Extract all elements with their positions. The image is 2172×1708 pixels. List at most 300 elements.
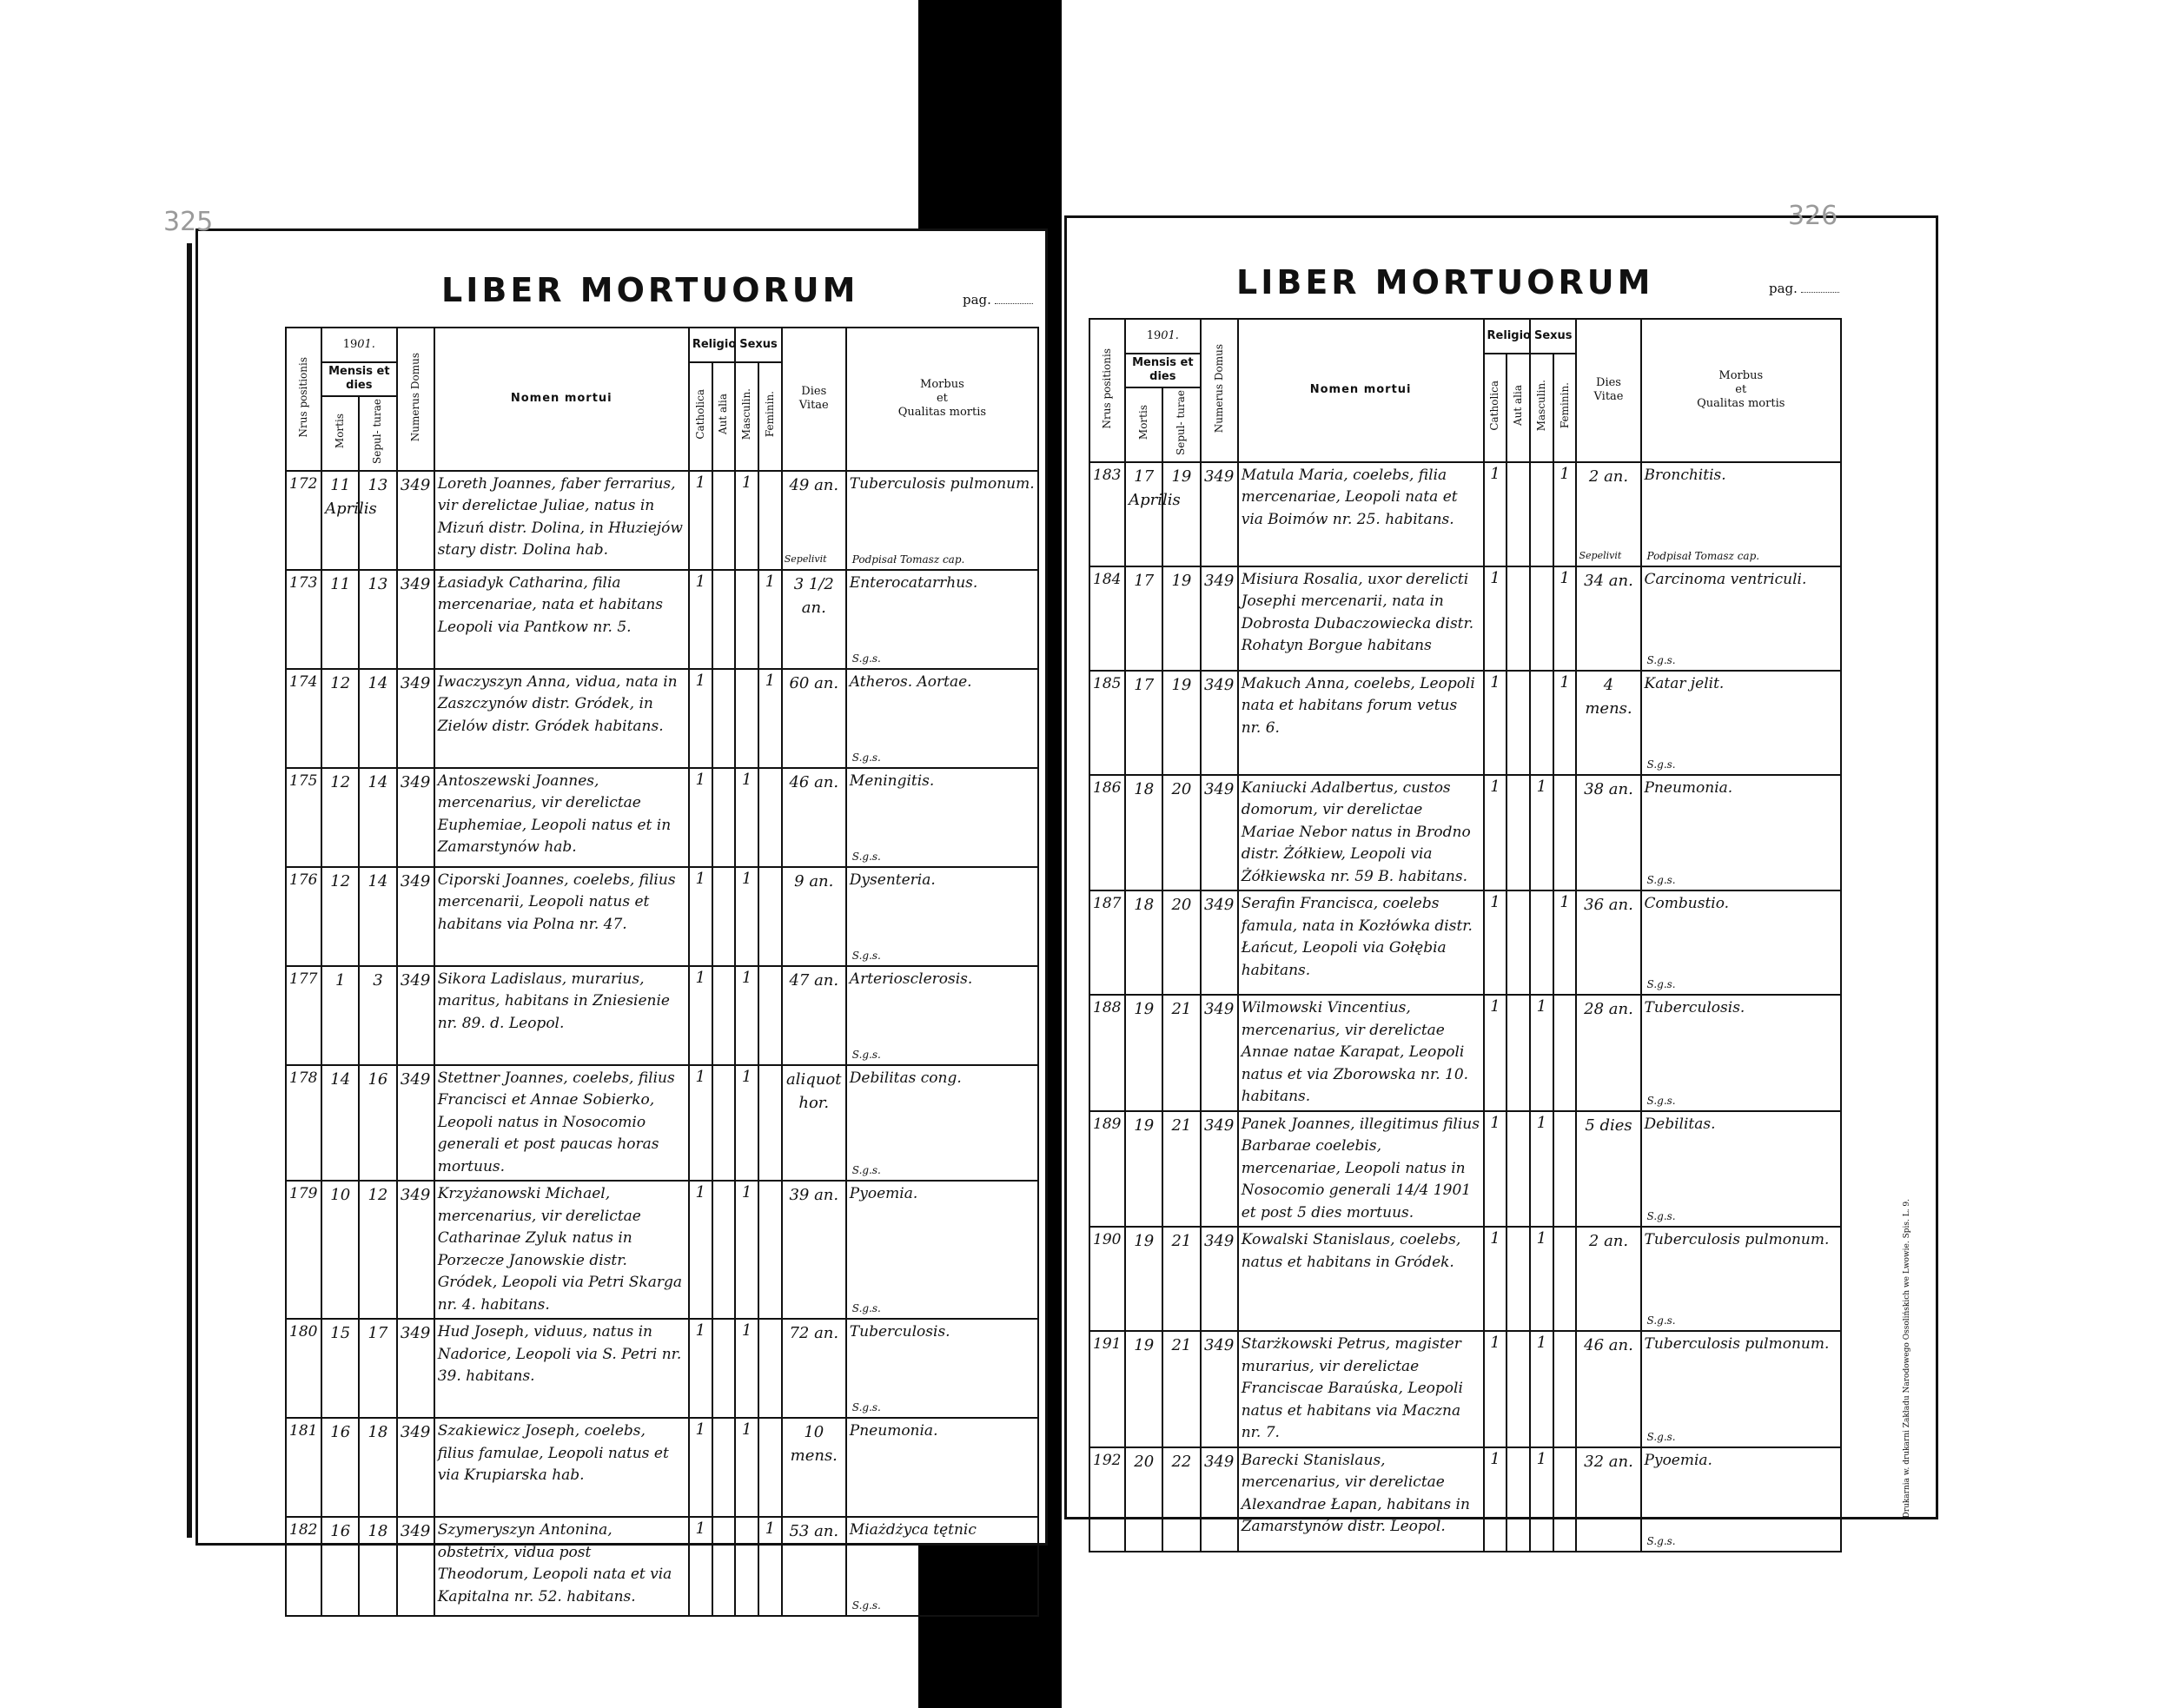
cell-sepulturae: 18 (359, 1517, 396, 1616)
cell-mortis: 19 (1125, 1111, 1162, 1228)
cell-aut-alia (712, 1418, 736, 1517)
cell-name: Ciporski Joannes, coelebs, filius mercenarii, Leopoli natus et habitans via Polna nr. 47. (434, 867, 689, 966)
cell-sepulturae: 18 (359, 1418, 396, 1517)
cell-name: Starżkowski Petrus, magister murarius, vir derelictae Franciscae Baraúska, Leopoli natus et habitans via Maczna nr. 7. (1238, 1331, 1484, 1447)
cell-nr: 172 (286, 471, 321, 570)
cell-masculin: 1 (1530, 1227, 1553, 1331)
right-page (1064, 201, 1938, 1547)
cell-sepulturae: 13 (359, 570, 396, 669)
cell-vitae: 46 an. (1576, 1331, 1640, 1447)
hdr-nomen: Nomen mortui (434, 328, 689, 471)
hdr-mortis: Mortis (334, 413, 347, 449)
signature-note: S.g.s. (851, 1048, 881, 1061)
hdr-aut-alia: Aut alia (1512, 385, 1525, 427)
cell-morbus: Debilitas cong. S.g.s. (846, 1065, 1038, 1182)
sepelivit-note: Sepelivit (1579, 550, 1622, 562)
cell-vitae: 32 an. (1576, 1447, 1640, 1552)
table-row (1089, 890, 1841, 995)
cell-masculin (1530, 462, 1553, 566)
hdr-mensis: Mensis et dies (1125, 354, 1200, 387)
signature-note: S.g.s. (851, 652, 881, 665)
cell-sepulturae: 21 (1162, 1227, 1200, 1331)
cell-catholica: 1 (689, 1418, 712, 1517)
cell-masculin: 1 (735, 471, 758, 570)
cell-catholica: 1 (1484, 1111, 1507, 1228)
cell-aut-alia (1506, 462, 1530, 566)
left-page-title: LIBER MORTUORUM (441, 271, 859, 309)
cell-nr: 179 (286, 1181, 321, 1319)
cell-sepulturae: 21 (1162, 1111, 1200, 1228)
cell-sepulturae: 3 (359, 966, 396, 1065)
cell-aut-alia (712, 1517, 736, 1616)
cell-vitae: aliquot hor. (782, 1065, 846, 1182)
signature-note: S.g.s. (1646, 1534, 1676, 1547)
cell-nr: 181 (286, 1418, 321, 1517)
cell-mortis: 19 (1125, 1331, 1162, 1447)
hdr-masculin: Masculin. (1534, 380, 1547, 432)
cell-morbus: Arteriosclerosis. S.g.s. (846, 966, 1038, 1065)
cell-mortis: 14 (321, 1065, 359, 1182)
cell-catholica: 1 (689, 471, 712, 570)
hdr-morbus: Morbus et Qualitas mortis (1641, 319, 1841, 462)
cell-aut-alia (712, 669, 736, 768)
cell-morbus: Bronchitis. Podpisał Tomasz cap. (1641, 462, 1841, 566)
cell-aut-alia (1506, 995, 1530, 1111)
cell-masculin: 1 (1530, 1331, 1553, 1447)
cell-nr: 178 (286, 1065, 321, 1182)
table-row (1089, 1111, 1841, 1228)
printer-note: Drukarnia w. drukarni Zakładu Narodowego Ossolińskich we Lwowie. Spis. L. 9. (1903, 1199, 1911, 1519)
table-row (286, 1065, 1038, 1182)
cell-vitae: 28 an. (1576, 995, 1640, 1111)
cell-domus: 349 (1201, 995, 1238, 1111)
cell-domus: 349 (397, 1181, 434, 1319)
cell-mortis: 18 (1125, 890, 1162, 995)
hdr-nomen: Nomen mortui (1238, 319, 1484, 462)
cell-mortis: 11 Aprilis (321, 471, 359, 570)
cell-masculin (735, 669, 758, 768)
cell-sepulturae: 12 (359, 1181, 396, 1319)
left-page-number: 325 (163, 207, 214, 237)
cell-feminin: 1 (1553, 566, 1577, 671)
cell-mortis: 12 (321, 867, 359, 966)
cell-aut-alia (712, 471, 736, 570)
cell-aut-alia (1506, 566, 1530, 671)
cell-vitae: 2 an. (1576, 1227, 1640, 1331)
table-row (1089, 566, 1841, 671)
hdr-catholica: Catholica (1488, 380, 1501, 431)
cell-morbus: Debilitas. S.g.s. (1641, 1111, 1841, 1228)
cell-domus: 349 (397, 1065, 434, 1182)
cell-domus: 349 (397, 966, 434, 1065)
cell-feminin (758, 966, 782, 1065)
signature-note: S.g.s. (1646, 1094, 1676, 1107)
cell-sepulturae: 21 (1162, 995, 1200, 1111)
cell-name: Wilmowski Vincentius, mercenarius, vir derelictae Annae natae Karapat, Leopoli natus et via Zborowska nr. 10. habitans. (1238, 995, 1484, 1111)
cell-domus: 349 (397, 570, 434, 669)
cell-morbus: Atheros. Aortae. S.g.s. (846, 669, 1038, 768)
signature-note: S.g.s. (1646, 1430, 1676, 1443)
right-register-body (1089, 462, 1841, 1552)
cell-name: Kaniucki Adalbertus, custos domorum, vir derelictae Mariae Nebor natus in Brodno distr. Żółkiew, Leopoli via Żółkiewska nr. 59 B. habitans. (1238, 775, 1484, 891)
cell-masculin: 1 (735, 768, 758, 867)
cell-name: Serafin Francisca, coelebs famula, nata in Kozłówka distr. Łańcut, Leopoli via Gołębia habitans. (1238, 890, 1484, 995)
hdr-nrus: Nrus positionis (297, 356, 310, 437)
table-row (286, 1418, 1038, 1517)
cell-mortis: 16 (321, 1418, 359, 1517)
cell-aut-alia (712, 966, 736, 1065)
cell-feminin (1553, 1447, 1577, 1552)
table-row (1089, 1331, 1841, 1447)
table-row (286, 1319, 1038, 1418)
cell-masculin: 1 (735, 1181, 758, 1319)
hdr-year: 1901. (321, 328, 396, 362)
cell-masculin (1530, 671, 1553, 775)
cell-aut-alia (1506, 1331, 1530, 1447)
cell-aut-alia (712, 570, 736, 669)
signature-note: S.g.s. (1646, 874, 1676, 887)
cell-vitae: 5 dies (1576, 1111, 1640, 1228)
cell-mortis: 1 (321, 966, 359, 1065)
cell-vitae: 60 an. (782, 669, 846, 768)
hdr-sexus: Sexus (1530, 319, 1576, 354)
table-row (286, 1517, 1038, 1616)
cell-catholica: 1 (689, 1517, 712, 1616)
cell-domus: 349 (1201, 1447, 1238, 1552)
cell-vitae: 39 an. (782, 1181, 846, 1319)
cell-morbus: Pyoemia. S.g.s. (846, 1181, 1038, 1319)
cell-feminin (758, 1065, 782, 1182)
cell-feminin (758, 867, 782, 966)
table-row (286, 768, 1038, 867)
hdr-feminin: Feminin. (763, 391, 776, 438)
cell-catholica: 1 (1484, 671, 1507, 775)
signature-note: S.g.s. (1646, 1314, 1676, 1327)
right-pag-label: pag. (1769, 281, 1839, 296)
cell-masculin: 1 (735, 1065, 758, 1182)
cell-morbus: Katar jelit. S.g.s. (1641, 671, 1841, 775)
cell-aut-alia (1506, 1447, 1530, 1552)
cell-mortis: 10 (321, 1181, 359, 1319)
signature-note: S.g.s. (851, 1599, 881, 1612)
cell-name: Stettner Joannes, coelebs, filius Francisci et Annae Sobierko, Leopoli natus in Nosocomio generali et post paucas horas mortuus. (434, 1065, 689, 1182)
hdr-mortis: Mortis (1137, 404, 1150, 440)
hdr-religio: Religio (689, 328, 735, 362)
cell-aut-alia (712, 867, 736, 966)
cell-nr: 184 (1089, 566, 1125, 671)
cell-vitae: 49 an. Sepelivit (782, 471, 846, 570)
cell-nr: 186 (1089, 775, 1125, 891)
hdr-domus: Numerus Domus (408, 352, 421, 441)
hdr-sepulturae: Sepul- turae (371, 398, 384, 464)
cell-nr: 189 (1089, 1111, 1125, 1228)
cell-catholica: 1 (689, 570, 712, 669)
cell-domus: 349 (397, 1319, 434, 1418)
cell-nr: 177 (286, 966, 321, 1065)
cell-aut-alia (712, 1065, 736, 1182)
cell-morbus: Pyoemia. S.g.s. (1641, 1447, 1841, 1552)
cell-sepulturae: 13 (359, 471, 396, 570)
table-row (1089, 1447, 1841, 1552)
cell-nr: 173 (286, 570, 321, 669)
cell-sepulturae: 14 (359, 768, 396, 867)
cell-domus: 349 (397, 1418, 434, 1517)
cell-masculin (1530, 890, 1553, 995)
cell-nr: 182 (286, 1517, 321, 1616)
hdr-catholica: Catholica (693, 388, 706, 440)
cell-masculin: 1 (735, 1319, 758, 1418)
cell-morbus: Pneumonia. S.g.s. (1641, 775, 1841, 891)
cell-nr: 180 (286, 1319, 321, 1418)
cell-name: Szymeryszyn Antonina, obstetrix, vidua post Theodorum, Leopoli nata et via Kapitalna nr. 52. habitans. (434, 1517, 689, 1616)
right-register-table (1089, 318, 1842, 1552)
cell-morbus: Combustio. S.g.s. (1641, 890, 1841, 995)
cell-vitae: 9 an. (782, 867, 846, 966)
hdr-religio: Religio (1484, 319, 1530, 354)
signature-note: S.g.s. (1646, 1210, 1676, 1223)
cell-masculin (1530, 566, 1553, 671)
signature-note: S.g.s. (851, 1401, 881, 1414)
cell-sepulturae: 19 (1162, 671, 1200, 775)
cell-feminin (1553, 1227, 1577, 1331)
cell-vitae: 10 mens. (782, 1418, 846, 1517)
cell-domus: 349 (397, 768, 434, 867)
cell-vitae: 72 an. (782, 1319, 846, 1418)
cell-mortis: 18 (1125, 775, 1162, 891)
cell-feminin: 1 (1553, 890, 1577, 995)
left-register-table (285, 327, 1039, 1617)
cell-aut-alia (712, 768, 736, 867)
cell-nr: 188 (1089, 995, 1125, 1111)
cell-masculin: 1 (1530, 1447, 1553, 1552)
cell-domus: 349 (397, 867, 434, 966)
cell-catholica: 1 (1484, 890, 1507, 995)
table-row (286, 867, 1038, 966)
cell-feminin (1553, 995, 1577, 1111)
cell-domus: 349 (397, 471, 434, 570)
signature-note: S.g.s. (1646, 978, 1676, 991)
cell-sepulturae: 21 (1162, 1331, 1200, 1447)
cell-morbus: Dysenteria. S.g.s. (846, 867, 1038, 966)
cell-catholica: 1 (689, 1065, 712, 1182)
cell-name: Krzyżanowski Michael, mercenarius, vir derelictae Catharinae Zyluk natus in Porzecze Janowskie distr. Gródek, Leopoli via Petri Skarga nr. 4. habitans. (434, 1181, 689, 1319)
cell-catholica: 1 (1484, 566, 1507, 671)
cell-catholica: 1 (1484, 1227, 1507, 1331)
cell-feminin: 1 (1553, 462, 1577, 566)
cell-morbus: Meningitis. S.g.s. (846, 768, 1038, 867)
signature-note: Podpisał Tomasz cap. (851, 553, 965, 566)
right-page-number: 326 (1788, 201, 1838, 231)
table-row (286, 570, 1038, 669)
cell-aut-alia (1506, 671, 1530, 775)
cell-masculin: 1 (1530, 1111, 1553, 1228)
signature-note: S.g.s. (851, 1302, 881, 1315)
cell-morbus: Tuberculosis. S.g.s. (1641, 995, 1841, 1111)
cell-masculin: 1 (735, 867, 758, 966)
cell-masculin (735, 1517, 758, 1616)
cell-aut-alia (712, 1319, 736, 1418)
cell-mortis: 17 Aprilis (1125, 462, 1162, 566)
hdr-sepulturae: Sepul- turae (1175, 389, 1188, 455)
cell-masculin: 1 (1530, 775, 1553, 891)
cell-nr: 185 (1089, 671, 1125, 775)
cell-morbus: Enterocatarrhus. S.g.s. (846, 570, 1038, 669)
cell-mortis: 19 (1125, 995, 1162, 1111)
cell-feminin (758, 768, 782, 867)
cell-feminin (758, 1418, 782, 1517)
cell-feminin: 1 (758, 669, 782, 768)
cell-masculin: 1 (735, 966, 758, 1065)
cell-vitae: 34 an. (1576, 566, 1640, 671)
signature-note: S.g.s. (1646, 758, 1676, 771)
cell-nr: 183 (1089, 462, 1125, 566)
cell-domus: 349 (1201, 1331, 1238, 1447)
cell-aut-alia (1506, 1227, 1530, 1331)
cell-name: Iwaczyszyn Anna, vidua, nata in Zaszczynów distr. Gródek, in Zielów distr. Gródek habitans. (434, 669, 689, 768)
table-row (286, 966, 1038, 1065)
cell-mortis: 11 (321, 570, 359, 669)
cell-name: Panek Joannes, illegitimus filius Barbarae coelebis, mercenariae, Leopoli natus in Nosocomio generali 14/4 1901 et post 5 dies mortuus. (1238, 1111, 1484, 1228)
cell-masculin: 1 (735, 1418, 758, 1517)
hdr-morbus: Morbus et Qualitas mortis (846, 328, 1038, 471)
cell-sepulturae: 16 (359, 1065, 396, 1182)
table-row (1089, 995, 1841, 1111)
cell-sepulturae: 14 (359, 669, 396, 768)
table-row (1089, 775, 1841, 891)
cell-mortis: 17 (1125, 566, 1162, 671)
hdr-feminin: Feminin. (1558, 382, 1571, 429)
cell-catholica: 1 (1484, 1331, 1507, 1447)
cell-nr: 176 (286, 867, 321, 966)
cell-nr: 190 (1089, 1227, 1125, 1331)
table-row (1089, 1227, 1841, 1331)
cell-domus: 349 (397, 1517, 434, 1616)
cell-vitae: 46 an. (782, 768, 846, 867)
cell-name: Sikora Ladislaus, murarius, maritus, habitans in Zniesienie nr. 89. d. Leopol. (434, 966, 689, 1065)
cell-aut-alia (1506, 890, 1530, 995)
cell-nr: 192 (1089, 1447, 1125, 1552)
cell-feminin (1553, 775, 1577, 891)
hdr-dies-vitae: Dies Vitae (1576, 319, 1640, 462)
cell-morbus: Tuberculosis pulmonum. Podpisał Tomasz cap. (846, 471, 1038, 570)
table-row (1089, 462, 1841, 566)
cell-name: Szakiewicz Joseph, coelebs, filius famulae, Leopoli natus et via Krupiarska hab. (434, 1418, 689, 1517)
cell-name: Łasiadyk Catharina, filia mercenariae, nata et habitans Leopoli via Pantkow nr. 5. (434, 570, 689, 669)
cell-morbus: Carcinoma ventriculi. S.g.s. (1641, 566, 1841, 671)
cell-domus: 349 (1201, 775, 1238, 891)
cell-catholica: 1 (1484, 1447, 1507, 1552)
left-register-body (286, 471, 1038, 1617)
cell-catholica: 1 (1484, 775, 1507, 891)
cell-domus: 349 (397, 669, 434, 768)
signature-note: S.g.s. (1646, 653, 1676, 666)
cell-mortis: 16 (321, 1517, 359, 1616)
cell-feminin (758, 471, 782, 570)
left-pag-label: pag. (963, 292, 1033, 308)
cell-vitae: 47 an. (782, 966, 846, 1065)
cell-morbus: Pneumonia. (846, 1418, 1038, 1517)
hdr-sexus: Sexus (735, 328, 781, 362)
cell-sepulturae: 14 (359, 867, 396, 966)
cell-nr: 174 (286, 669, 321, 768)
cell-feminin: 1 (1553, 671, 1577, 775)
cell-domus: 349 (1201, 566, 1238, 671)
cell-feminin (1553, 1331, 1577, 1447)
cell-sepulturae: 17 (359, 1319, 396, 1418)
cell-feminin: 1 (758, 1517, 782, 1616)
cell-vitae: 2 an. Sepelivit (1576, 462, 1640, 566)
cell-name: Matula Maria, coelebs, filia mercenariae, Leopoli nata et via Boimów nr. 25. habitans. (1238, 462, 1484, 566)
cell-catholica: 1 (689, 1319, 712, 1418)
cell-vitae: 38 an. (1576, 775, 1640, 891)
cell-feminin (1553, 1111, 1577, 1228)
cell-mortis: 12 (321, 669, 359, 768)
cell-catholica: 1 (1484, 995, 1507, 1111)
left-page (163, 207, 1048, 1612)
cell-catholica: 1 (689, 867, 712, 966)
cell-name: Kowalski Stanislaus, coelebs, natus et habitans in Gródek. (1238, 1227, 1484, 1331)
cell-vitae: 53 an. (782, 1517, 846, 1616)
hdr-dies-vitae: Dies Vitae (782, 328, 846, 471)
cell-sepulturae: 19 (1162, 462, 1200, 566)
cell-domus: 349 (1201, 462, 1238, 566)
cell-masculin (735, 570, 758, 669)
cell-mortis: 17 (1125, 671, 1162, 775)
signature-note: S.g.s. (851, 751, 881, 764)
cell-mortis: 15 (321, 1319, 359, 1418)
hdr-year: 1901. (1125, 319, 1200, 354)
hdr-aut-alia: Aut alia (717, 394, 730, 435)
cell-mortis: 12 (321, 768, 359, 867)
cell-masculin: 1 (1530, 995, 1553, 1111)
cell-catholica: 1 (689, 669, 712, 768)
cell-sepulturae: 20 (1162, 775, 1200, 891)
cell-morbus: Tuberculosis. S.g.s. (846, 1319, 1038, 1418)
cell-aut-alia (712, 1181, 736, 1319)
signature-note: S.g.s. (851, 949, 881, 962)
table-row (286, 669, 1038, 768)
cell-catholica: 1 (689, 768, 712, 867)
signature-note: S.g.s. (851, 1164, 881, 1177)
hdr-domus: Numerus Domus (1212, 343, 1225, 433)
cell-sepulturae: 19 (1162, 566, 1200, 671)
cell-morbus: Miażdżyca tętnic S.g.s. (846, 1517, 1038, 1616)
cell-name: Antoszewski Joannes, mercenarius, vir derelictae Euphemiae, Leopoli natus et in Zamarstynów hab. (434, 768, 689, 867)
table-row (286, 1181, 1038, 1319)
cell-mortis: 20 (1125, 1447, 1162, 1552)
cell-mortis: 19 (1125, 1227, 1162, 1331)
signature-note: Podpisał Tomasz cap. (1646, 549, 1760, 562)
cell-vitae: 3 1/2 an. (782, 570, 846, 669)
cell-name: Loreth Joannes, faber ferrarius, vir derelictae Juliae, natus in Mizuń distr. Dolina, in Hłuziejów stary distr. Dolina hab. (434, 471, 689, 570)
cell-morbus: Tuberculosis pulmonum. S.g.s. (1641, 1331, 1841, 1447)
cell-name: Misiura Rosalia, uxor derelicti Josephi mercenarii, nata in Dobrosta Dubaczowiecka distr. Rohatyn Borgue habitans (1238, 566, 1484, 671)
cell-domus: 349 (1201, 1111, 1238, 1228)
cell-morbus: Tuberculosis pulmonum. S.g.s. (1641, 1227, 1841, 1331)
right-page-title: LIBER MORTUORUM (1236, 263, 1654, 301)
cell-sepulturae: 20 (1162, 890, 1200, 995)
hdr-mensis: Mensis et dies (321, 362, 396, 396)
cell-nr: 191 (1089, 1331, 1125, 1447)
cell-aut-alia (1506, 1111, 1530, 1228)
cell-catholica: 1 (689, 966, 712, 1065)
cell-vitae: 4 mens. (1576, 671, 1640, 775)
cell-domus: 349 (1201, 671, 1238, 775)
cell-vitae: 36 an. (1576, 890, 1640, 995)
cell-catholica: 1 (689, 1181, 712, 1319)
cell-feminin (758, 1319, 782, 1418)
cell-aut-alia (1506, 775, 1530, 891)
